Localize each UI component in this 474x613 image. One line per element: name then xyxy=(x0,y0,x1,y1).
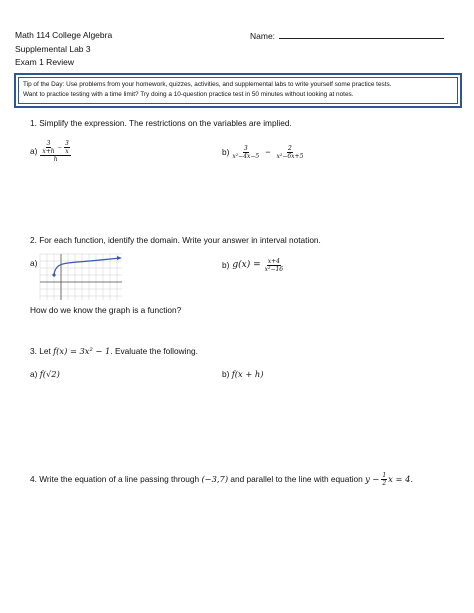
lab-title: Supplemental Lab 3 xyxy=(15,44,91,54)
q2b-fraction xyxy=(264,258,284,273)
q4-eq-y: y − xyxy=(365,474,380,484)
name-label: Name: xyxy=(250,31,276,41)
q1a-numerator xyxy=(40,140,70,156)
q1-prompt: 1. Simplify the expression. The restrictions on the variables are implied. xyxy=(30,118,292,128)
q2-followup: How do we know the graph is a function? xyxy=(30,305,182,315)
q4-eq-num: 1 xyxy=(382,472,387,479)
q1a-left-frac xyxy=(41,140,55,155)
q4-prompt xyxy=(30,472,413,487)
q4-eq-frac xyxy=(381,472,387,487)
q1b-minus: − xyxy=(265,147,271,157)
course-title: Math 114 College Algebra xyxy=(15,30,113,40)
exam-title: Exam 1 Review xyxy=(15,57,75,67)
name-field[interactable] xyxy=(250,30,444,42)
q1a-complex-fraction xyxy=(40,140,70,163)
q1b-right-num: 2 xyxy=(288,145,292,152)
q3b xyxy=(222,369,264,380)
q1a-label: a) xyxy=(30,146,38,156)
q4-eq-den: 2 xyxy=(382,480,387,487)
q1b-right-frac xyxy=(276,145,305,160)
q1a-right-frac xyxy=(64,140,70,155)
q2b-num: x+4 xyxy=(267,258,280,265)
q3-prompt xyxy=(30,346,198,357)
graph-grid xyxy=(40,254,122,300)
q4-eq-rest: x = 4. xyxy=(388,474,413,484)
q3-function: f(x) = 3x² − 1 xyxy=(53,346,111,356)
q3b-label: b) xyxy=(222,369,230,379)
tip-box-inner xyxy=(18,77,458,104)
q1b xyxy=(222,145,304,160)
graph-endpoint xyxy=(52,273,55,276)
q1b-label: b) xyxy=(222,147,230,157)
q1a-denominator: h xyxy=(53,156,58,163)
q3b-expr: f(x + h) xyxy=(231,369,264,379)
q1b-left-den: x²−4x−5 xyxy=(232,153,260,160)
q1a-minus: − xyxy=(57,144,63,151)
q3a-expr: f(√2) xyxy=(39,369,60,379)
q3-prompt-end: . Evaluate the following. xyxy=(110,346,198,356)
tip-box xyxy=(14,73,462,108)
q1a xyxy=(30,140,71,163)
q1a-right-den: x xyxy=(65,148,69,155)
tip-line-1: Tip of the Day: Use problems from your homework, quizzes, activities, and supplemental labs to write yourself some practice tests. xyxy=(23,81,392,88)
q1b-left-num: 3 xyxy=(243,145,248,152)
q4-prompt-start: 4. Write the equation of a line passing through xyxy=(30,474,202,484)
name-line[interactable] xyxy=(279,30,444,39)
q2b-den: x²−16 xyxy=(264,266,284,273)
q1a-left-num: 3 xyxy=(46,140,51,147)
q1b-right-den: x²−6x+5 xyxy=(276,153,304,160)
q4-point: (−3,7) xyxy=(201,474,229,484)
q2a-graph xyxy=(38,252,124,302)
q2b-label: b) xyxy=(222,260,230,270)
q3-prompt-start: 3. Let xyxy=(30,346,54,356)
tip-line-2: Want to practice testing with a time limit? Try doing a 10-question practice test in 50 minutes without looking at notes. xyxy=(23,90,354,98)
q1b-left-frac xyxy=(231,145,260,160)
q1a-left-den: x+h xyxy=(42,148,55,155)
q2b xyxy=(222,258,284,273)
q2b-function: g(x) = xyxy=(232,260,261,270)
q1a-right-num: 3 xyxy=(65,140,69,147)
q3a xyxy=(30,369,60,380)
q2-prompt: 2. For each function, identify the domain. Write your answer in interval notation. xyxy=(30,235,321,245)
q4-prompt-mid: and parallel to the line with equation xyxy=(228,474,366,484)
q2a-label: a) xyxy=(30,258,38,268)
graph-arrow xyxy=(117,256,122,260)
q3a-label: a) xyxy=(30,369,38,379)
